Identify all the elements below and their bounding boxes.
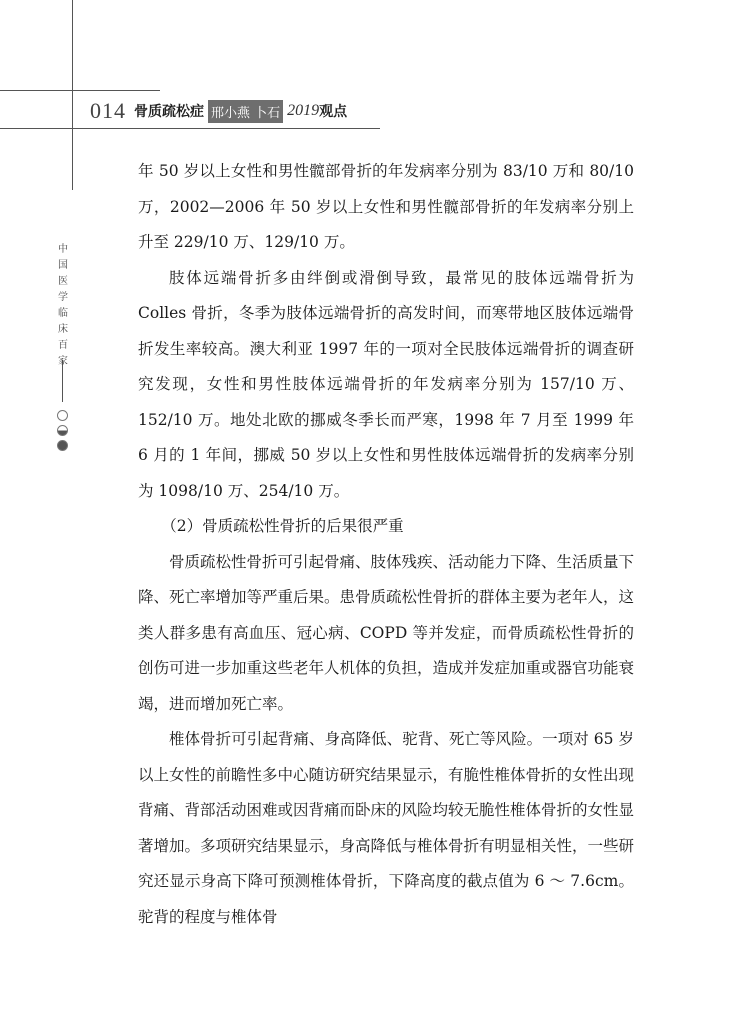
book-title: 骨质疏松症 — [134, 104, 204, 120]
header-vertical-rule — [72, 0, 73, 190]
page-number: 014 — [90, 98, 126, 123]
side-dot-half-icon — [57, 425, 68, 436]
side-dot-empty-icon — [57, 410, 68, 421]
running-header — [90, 96, 347, 126]
body-text — [138, 154, 634, 935]
side-dot-full-icon — [57, 440, 68, 451]
author-label: 邢小燕 卜石 — [208, 100, 283, 123]
paragraph: 肢体远端骨折多由绊倒或滑倒导致，最常见的肢体远端骨折为 Colles 骨折，冬季为肢体远端骨折的高发时间，而寒带地区肢体远端骨折发生率较高。澳大利亚 1997 年的一项对全民肢体远端骨折的调查研究发现，女性和男性肢体远端骨折的年发病率分别为 157/10 万、152/10 万。地处北欧的挪威冬季长而严寒，1998 年 7 月至 1999 年 6 月的 1 年间，挪威 50 岁以上女性和男性肢体远端骨折的发病率分别为 1098/10 万、254/10 万。 — [138, 268, 634, 500]
header-bottom-rule — [0, 128, 380, 129]
paragraph: 年 50 岁以上女性和男性髋部骨折的年发病率分别为 83/10 万和 80/10 万，2002—2006 年 50 岁以上女性和男性髋部骨折的年发病率分别上升至 229/10 万、129/10 万。 — [138, 162, 634, 251]
paragraph: 椎体骨折可引起背痛、身高降低、驼背、死亡等风险。一项对 65 岁以上女性的前瞻性多中心随访研究结果显示，有脆性椎体骨折的女性出现背痛、背部活动困难或因背痛而卧床的风险均较无脆性椎体骨折的女性显著增加。多项研究结果显示，身高降低与椎体骨折有明显相关性，一些研究还显示身高下降可预测椎体骨折，下降高度的截点值为 6 ～ 7.6cm。驼背的程度与椎体骨 — [138, 730, 635, 926]
edition-year: 2019 — [287, 102, 320, 119]
side-series-label: 中国医学临床百家 — [58, 244, 68, 367]
section-heading: （2）骨质疏松性骨折的后果很严重 — [161, 517, 404, 535]
paragraph: 骨质疏松性骨折可引起骨痛、肢体残疾、活动能力下降、生活质量下降、死亡率增加等严重后果。患骨质疏松性骨折的群体主要为老年人，这类人群多患有高血压、冠心病、COPD 等并发症，而骨质疏松性骨折的创伤可进一步加重这些老年人机体的负担，造成并发症加重或器官功能衰竭，进而增加死亡率。 — [138, 552, 635, 713]
viewpoint-label: 观点 — [319, 104, 348, 120]
header-top-rule — [0, 90, 160, 91]
